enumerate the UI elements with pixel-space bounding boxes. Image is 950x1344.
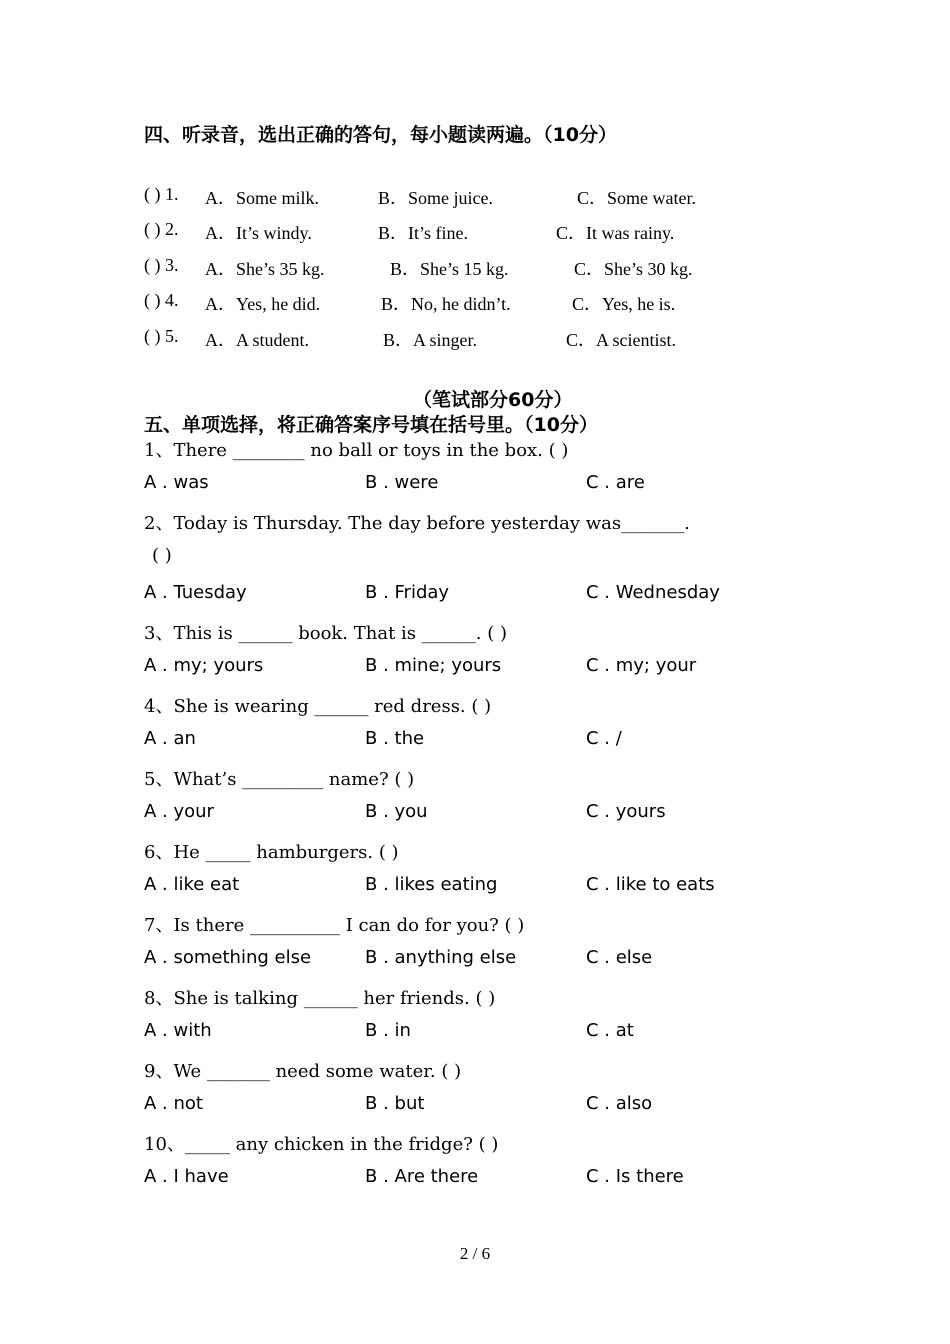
option-a: A . I have (144, 1166, 229, 1187)
option-b: B . were (365, 472, 439, 493)
option-a: A．She’s 35 kg. (205, 259, 325, 279)
option-b: B . in (365, 1020, 411, 1041)
question-2-bracket: ( ) (152, 545, 172, 566)
option-b: B . Are there (365, 1166, 479, 1187)
option-a: A．It’s windy. (205, 223, 312, 243)
option-b: B．She’s 15 kg. (390, 259, 509, 279)
question-4: 4、She is wearing ______ red dress. ( ) (144, 696, 492, 717)
option-c: C . Wednesday (586, 582, 720, 603)
option-c: C . else (586, 947, 653, 968)
option-b: B . you (365, 801, 428, 822)
section-4-title: 四、听录音，选出正确的答句，每小题读两遍。（10分） (144, 124, 617, 146)
item-number: ( ) 4. (144, 290, 179, 310)
option-b: B．Some juice. (378, 188, 493, 208)
option-c: C．A scientist. (566, 330, 677, 350)
option-c: C . at (586, 1020, 634, 1041)
question-10: 10、_____ any chicken in the fridge? ( ) (144, 1134, 499, 1155)
question-8: 8、She is talking ______ her friends. ( ) (144, 988, 496, 1009)
item-number: ( ) 2. (144, 219, 179, 239)
written-part-heading: （笔试部分60分） (413, 389, 573, 411)
option-b: B . mine; yours (365, 655, 502, 676)
option-a: A . your (144, 801, 214, 822)
option-b: B . but (365, 1093, 425, 1114)
option-a: A . not (144, 1093, 203, 1114)
question-9: 9、We _______ need some water. ( ) (144, 1061, 462, 1082)
option-c: C．Yes, he is. (572, 294, 676, 314)
option-c: C . also (586, 1093, 653, 1114)
option-a: A . my; yours (144, 655, 264, 676)
option-c: C . / (586, 728, 622, 749)
option-b: B . the (365, 728, 425, 749)
section-5-title: 五、单项选择，将正确答案序号填在括号里。（10分） (144, 414, 598, 436)
option-c: C．Some water. (577, 188, 696, 208)
option-a: A．Yes, he did. (205, 294, 321, 314)
option-b: B . Friday (365, 582, 450, 603)
option-a: A . an (144, 728, 196, 749)
option-a: A . Tuesday (144, 582, 247, 603)
question-6: 6、He _____ hamburgers. ( ) (144, 842, 399, 863)
option-a: A . with (144, 1020, 212, 1041)
question-3: 3、This is ______ book. That is ______. ( ) (144, 623, 507, 644)
option-a: A . was (144, 472, 209, 493)
option-c: C . Is there (586, 1166, 684, 1187)
item-number: ( ) 5. (144, 326, 179, 346)
option-b: B．A singer. (383, 330, 478, 350)
option-c: C . are (586, 472, 645, 493)
item-number: ( ) 1. (144, 184, 179, 204)
option-b: B . anything else (365, 947, 517, 968)
option-a: A . something else (144, 947, 312, 968)
option-b: B . likes eating (365, 874, 498, 895)
option-c: C . yours (586, 801, 666, 822)
question-5: 5、What’s _________ name? ( ) (144, 769, 415, 790)
option-c: C．She’s 30 kg. (574, 259, 693, 279)
question-7: 7、Is there __________ I can do for you? ( ) (144, 915, 525, 936)
option-c: C . like to eats (586, 874, 715, 895)
option-a: A．A student. (205, 330, 310, 350)
option-b: B．No, he didn’t. (381, 294, 511, 314)
option-b: B．It’s fine. (378, 223, 468, 243)
question-2: 2、Today is Thursday. The day before yesterday was_______. (144, 513, 690, 534)
item-number: ( ) 3. (144, 255, 179, 275)
question-1: 1、There ________ no ball or toys in the box. ( ) (144, 440, 569, 461)
option-a: A . like eat (144, 874, 240, 895)
option-c: C．It was rainy. (556, 223, 675, 243)
option-c: C . my; your (586, 655, 697, 676)
option-a: A．Some milk. (205, 188, 320, 208)
page-number: 2 / 6 (459, 1244, 491, 1263)
